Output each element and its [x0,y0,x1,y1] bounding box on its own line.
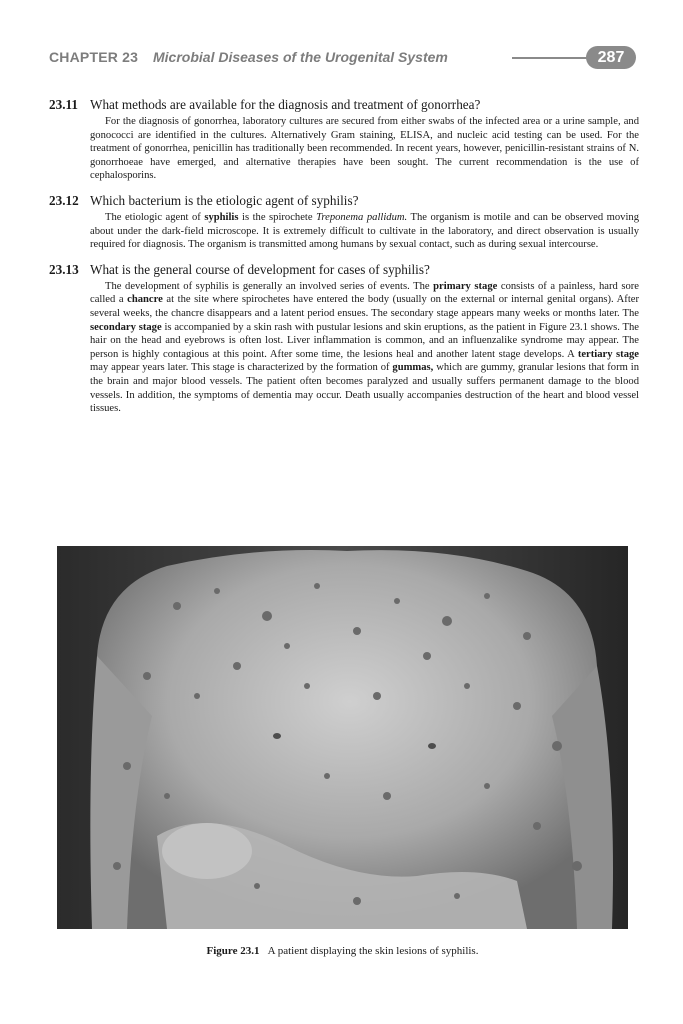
question-block-23-12 [49,192,639,252]
answer-run: may appear years later. This stage is characterized by the formation of [90,362,393,374]
chapter-title: Microbial Diseases of the Urogenital System [153,49,448,65]
answer-run: is accompanied by a skin rash with pustular lesions and skin eruptions, as the patient in Figure 23.1 shows. The hair on the head and eyebrows is often lost. Liver inflammation is common, and an influenzalike syndrome may appear. The person is highly contagious at this point. After some time, the lesions heal and another latent stage develops. A [90,321,639,360]
answer-run: at the site where spirochetes have entered the body (usually on the external or internal genital organs). After several weeks, the chancre disappears and a latent period ensues. The secondary stage appears many weeks or months later. The [90,294,639,319]
answer-text: For the diagnosis of gonorrhea, laboratory cultures are secured from either swabs of the infected area or a urine sample, and gonococci are identified in the cultures. Alternatively Gram staining, ELISA, and nucleic acid testing can be used. For the treatment of gonorrhea, penicillin has traditionally been recommended. In recent years, however, penicillin-resistant strains of N. gonorrhoeae have emerged, and alternative therapies have been sought. The current recommendation is the use of cephalosporins. [90,116,639,182]
chapter-label: CHAPTER 23 [49,49,139,65]
question-text: What methods are available for the diagnosis and treatment of gonorrhea? [90,97,481,112]
running-header [49,46,639,72]
answer-run: The organism is motile and can be observed moving about under the dark-field microscope. It is extremely difficult to cultivate in the laboratory, and direct observation is usually required for diagnosis. The organism is transmitted among humans by sexual contact, such as during sexual intercourse. [90,211,640,251]
question-number: 23.11 [49,97,78,112]
question-block-23-13 [49,261,639,416]
answer-run: is the spirochete [238,211,317,223]
species-name: Treponema pallidum. [316,211,408,223]
key-term: chancre [127,294,163,306]
answer-text [49,280,639,416]
header-rule [512,57,592,59]
key-term: gummas, [392,362,434,374]
answer-run: consists of a painless, hard sore called a [90,280,639,306]
answer-text [49,211,639,252]
page-number-badge: 287 [586,46,636,69]
question-text: Which bacterium is the etiologic agent of syphilis? [90,192,359,208]
figure-caption-text: A patient displaying the skin lesions of syphilis. [267,945,479,957]
key-term: tertiary stage [577,348,640,360]
page-body [49,96,639,425]
question [49,192,639,209]
question [49,261,639,278]
figure-caption [57,945,628,957]
question-block-23-11 [49,96,639,183]
question-number: 23.13 [49,261,79,277]
key-term: syphilis [204,211,239,223]
question-text: What is the general course of development for cases of syphilis? [90,261,430,277]
figure-label: Figure 23.1 [206,945,260,957]
answer-run: The etiologic agent of [105,211,205,223]
figure-photo [57,546,628,929]
answer-run: The development of syphilis is generally an involved series of events. The [105,280,434,292]
question-number: 23.12 [49,192,79,208]
patient-photo-illustration [57,546,628,929]
answer-run: which are gummy, granular lesions that form in the brain and major blood vessels. The patient often becomes paralyzed and usually suffers permanent damage to the blood vessels. In addition, the symptoms of dementia may occur. Death usually accompanies destruction of the heart and blood vessel tissues. [90,362,639,415]
key-term: secondary stage [90,321,162,333]
question [49,96,639,113]
key-term: primary stage [433,280,498,292]
